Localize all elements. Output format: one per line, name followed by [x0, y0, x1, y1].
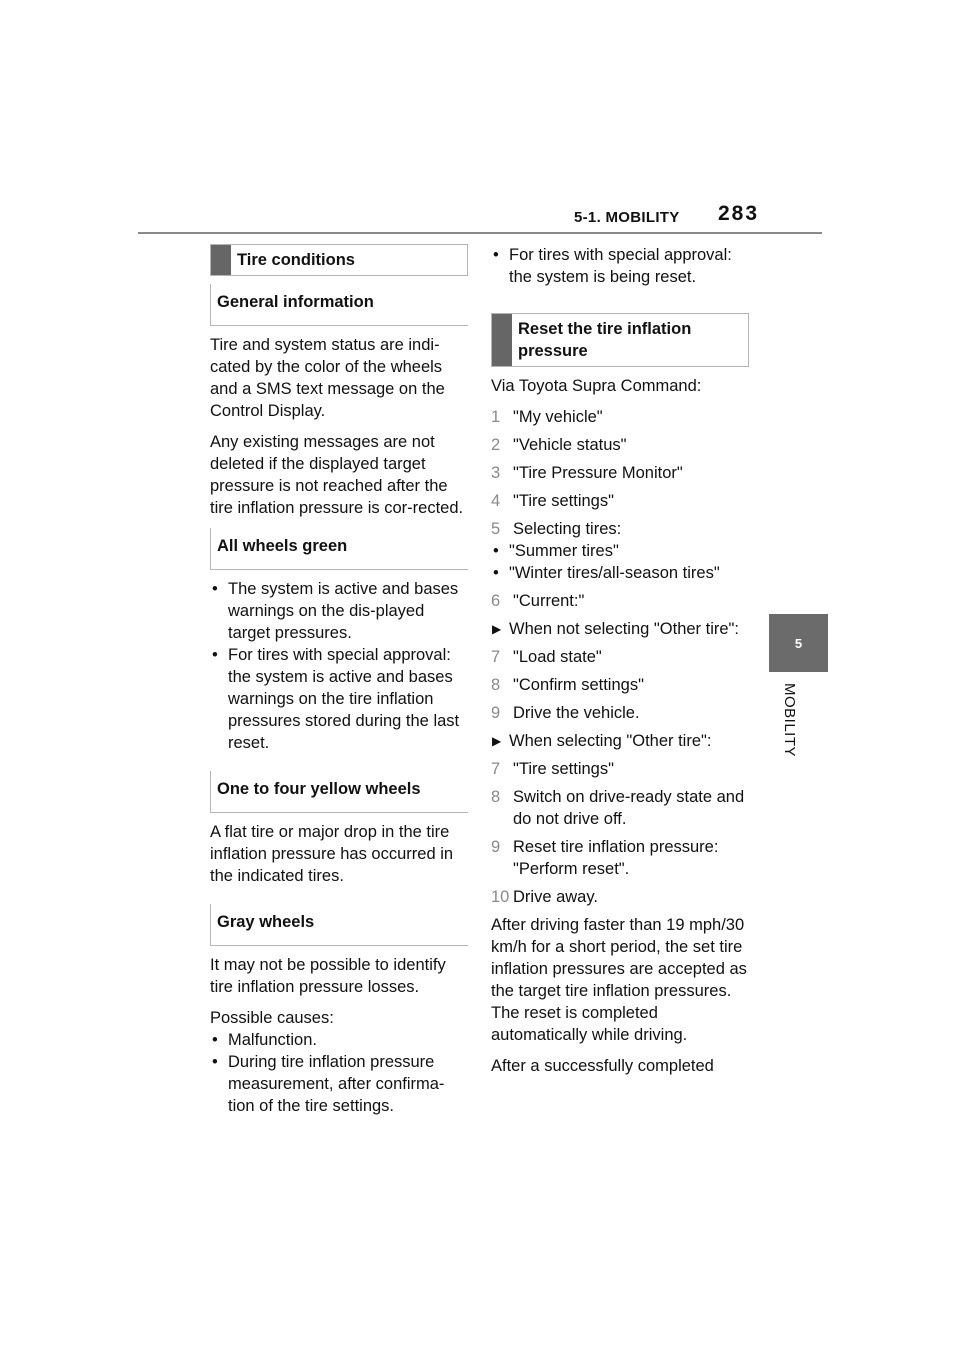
step-number: 7 — [491, 760, 501, 778]
step-text: Selecting tires: — [513, 520, 622, 538]
paragraph-status: Tire and system status are indi-cated by the color of the wheels and a SMS text message on the Control Display. — [210, 336, 445, 420]
list-tire-options — [491, 540, 749, 584]
step-text: "Current:" — [513, 592, 585, 610]
list-item: • "Summer tires" — [491, 540, 749, 562]
paragraph-messages: Any existing messages are not deleted if the displayed target pressure is not reached after the tire inflation pressure is cor-rected. — [210, 433, 464, 517]
step-text: "Tire Pressure Monitor" — [513, 464, 683, 482]
heading-all-wheels-green: All wheels green — [210, 528, 468, 570]
header-rule — [138, 232, 822, 234]
step-number: 3 — [491, 464, 501, 482]
paragraph-yellow: A flat tire or major drop in the tire inflation pressure has occurred in the indicated tires. — [210, 823, 454, 885]
step-text: "My vehicle" — [513, 408, 603, 426]
step-text: "Vehicle status" — [513, 436, 627, 454]
condition-text: When selecting "Other tire": — [509, 732, 712, 750]
page-number: 283 — [718, 202, 760, 225]
step-item — [491, 674, 749, 696]
heading-gray-wheels: Gray wheels — [210, 904, 468, 946]
paragraph-causes: Possible causes: — [210, 1009, 334, 1027]
step-number: 10 — [491, 888, 510, 906]
step-item — [491, 702, 749, 724]
condition-text: When not selecting "Other tire": — [509, 620, 739, 638]
left-column — [210, 244, 468, 1126]
step-item — [491, 786, 749, 830]
step-item — [491, 518, 749, 540]
header-section-title: 5-1. MOBILITY — [574, 209, 680, 226]
step-item — [491, 406, 749, 428]
list-top — [491, 244, 749, 288]
heading-yellow-wheels: One to four yellow wheels — [210, 771, 468, 813]
step-number: 2 — [491, 436, 501, 454]
list-item: • "Winter tires/all-season tires" — [491, 562, 749, 584]
step-text: "Confirm settings" — [513, 676, 644, 694]
step-item — [491, 462, 749, 484]
step-item — [491, 836, 749, 880]
list-item: • The system is active and bases warnings on the dis-played target pressures. — [210, 578, 468, 644]
list-item: • For tires with special approval: the system is being reset. — [491, 244, 749, 288]
step-text: Reset tire inflation pressure: "Perform reset". — [513, 838, 719, 878]
chapter-label: MOBILITY — [781, 683, 798, 758]
step-item — [491, 886, 749, 908]
step-item — [491, 490, 749, 512]
step-number: 8 — [491, 788, 501, 806]
paragraph-gray: It may not be possible to identify tire inflation pressure losses. — [210, 956, 446, 996]
paragraph-last: After a successfully completed — [491, 1057, 714, 1075]
step-number: 6 — [491, 592, 501, 610]
list-item: • For tires with special approval: the system is active and bases warnings on the tire inflation pressures stored during the last reset. — [210, 644, 468, 754]
step-item — [491, 646, 749, 668]
step-item — [491, 434, 749, 456]
step-item — [491, 758, 749, 780]
condition-item — [491, 618, 749, 640]
step-text: "Tire settings" — [513, 760, 614, 778]
step-item — [491, 590, 749, 612]
step-number: 8 — [491, 676, 501, 694]
step-text: Drive away. — [513, 888, 598, 906]
step-number: 9 — [491, 838, 501, 856]
heading-tire-conditions: Tire conditions — [210, 244, 468, 276]
paragraph-via: Via Toyota Supra Command: — [491, 377, 702, 395]
list-item: • During tire inflation pressure measurement, after confirma-tion of the tire settings. — [210, 1051, 468, 1117]
paragraph-after-driving: After driving faster than 19 mph/30 km/h for a short period, the set tire inflation pressures are accepted as the target tire inflation pressures. The reset is completed automatically while driving. — [491, 916, 747, 1044]
condition-item — [491, 730, 749, 752]
step-text: Drive the vehicle. — [513, 704, 640, 722]
chapter-tab: 5 — [769, 614, 828, 672]
list-item: • Malfunction. — [210, 1029, 468, 1051]
step-number: 9 — [491, 704, 501, 722]
step-text: Switch on drive-ready state and do not drive off. — [513, 788, 745, 828]
step-number: 1 — [491, 408, 501, 426]
heading-reset-pressure: Reset the tire inflation pressure — [491, 313, 749, 367]
heading-general-information: General information — [210, 284, 468, 326]
step-text: "Tire settings" — [513, 492, 614, 510]
list-causes — [210, 1029, 468, 1117]
step-text: "Load state" — [513, 648, 602, 666]
arrow-right-icon: ▶ — [492, 622, 502, 636]
right-column — [491, 244, 749, 1086]
list-green — [210, 578, 468, 754]
arrow-right-icon: ▶ — [492, 734, 502, 748]
step-number: 4 — [491, 492, 501, 510]
step-number: 5 — [491, 520, 501, 538]
step-number: 7 — [491, 648, 501, 666]
